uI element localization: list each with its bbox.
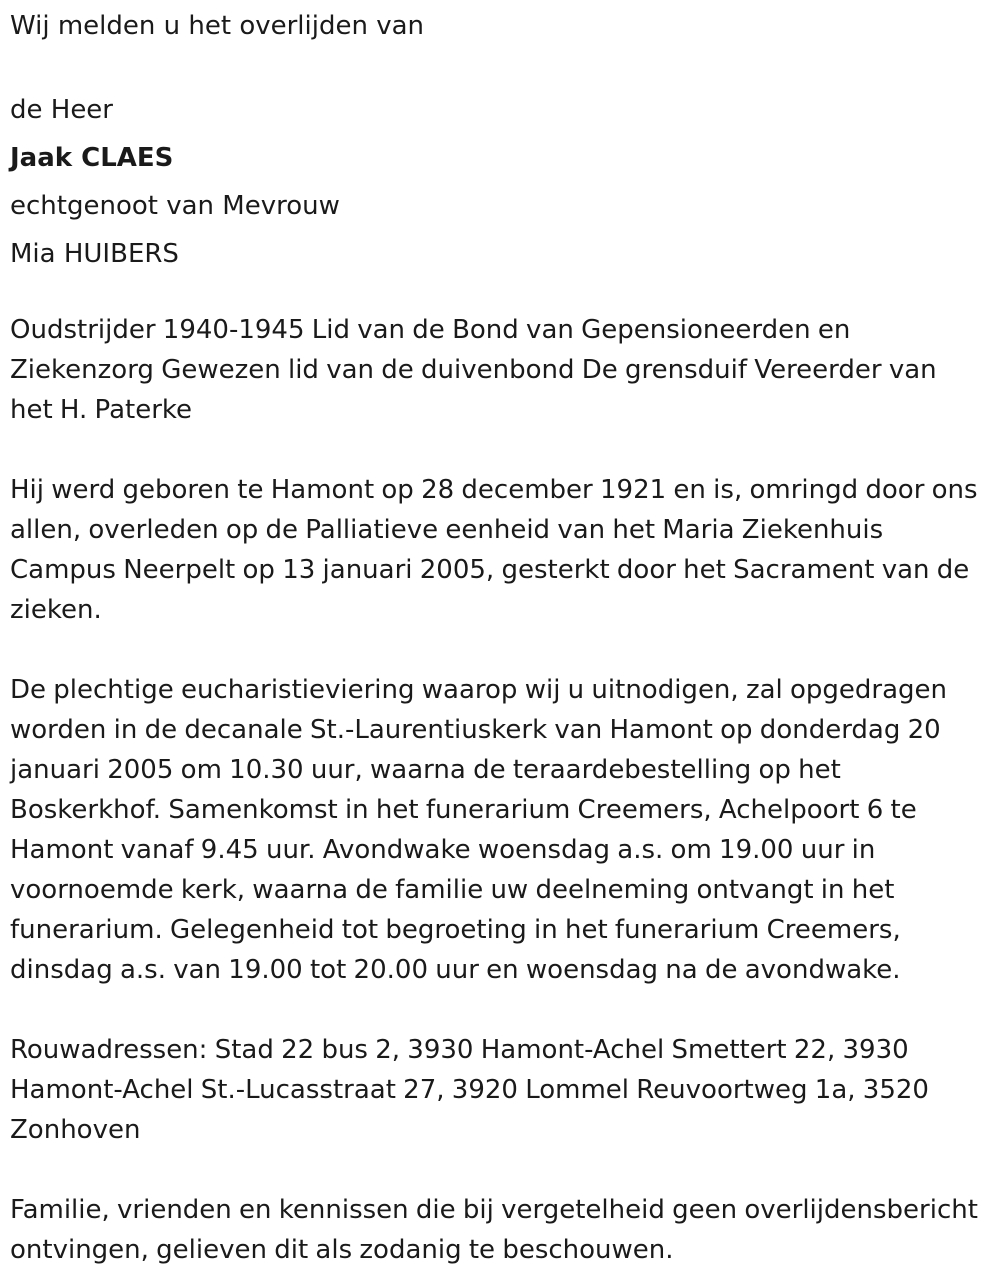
spacer: [10, 430, 984, 470]
name-block: [10, 86, 984, 278]
deceased-name: Jaak CLAES: [10, 143, 174, 173]
addresses-paragraph: Rouwadressen: Stad 22 bus 2, 3930 Hamont-Achel Smettert 22, 3930 Hamont-Achel St.-Lucasstraat 27, 3920 Lommel Reuvoortweg 1a, 3520 Zonhoven: [10, 1035, 929, 1145]
spacer: [10, 278, 984, 310]
spacer: [10, 1150, 984, 1190]
spouse-name: Mia HUIBERS: [10, 239, 179, 269]
spacer: [10, 990, 984, 1030]
salutation: de Heer: [10, 95, 113, 125]
ceremony-paragraph: De plechtige eucharistieviering waarop wij u uitnodigen, zal opgedragen worden in de decanale St.-Laurentiuskerk van Hamont op donderdag 20 januari 2005 om 10.30 uur, waarna de teraardebestelling op het Boskerkhof. Samenkomst in het funerarium Creemers, Achelpoort 6 te Hamont vanaf 9.45 uur. Avondwake woensdag a.s. om 19.00 uur in voornoemde kerk, waarna de familie uw deelneming ontvangt in het funerarium. Gelegenheid tot begroeting in het funerarium Creemers, dinsdag a.s. van 19.00 tot 20.00 uur en woensdag na de avondwake.: [10, 675, 948, 985]
intro-line: Wij melden u het overlijden van: [10, 11, 425, 41]
birth-death-paragraph: Hij werd geboren te Hamont op 28 december 1921 en is, omringd door ons allen, overleden op de Palliatieve eenheid van het Maria Ziekenhuis Campus Neerpelt op 13 januari 2005, gesterkt door het Sacrament van de zieken.: [10, 475, 978, 625]
spouse-prefix: echtgenoot van Mevrouw: [10, 191, 340, 221]
spacer: [10, 630, 984, 670]
closing-paragraph: Familie, vrienden en kennissen die bij vergetelheid geen overlijdensbericht ontvingen, gelieven dit als zodanig te beschouwen.: [10, 1195, 978, 1265]
affiliations-paragraph: Oudstrijder 1940-1945 Lid van de Bond van Gepensioneerden en Ziekenzorg Gewezen lid van de duivenbond De grensduif Vereerder van het H. Paterke: [10, 315, 937, 425]
